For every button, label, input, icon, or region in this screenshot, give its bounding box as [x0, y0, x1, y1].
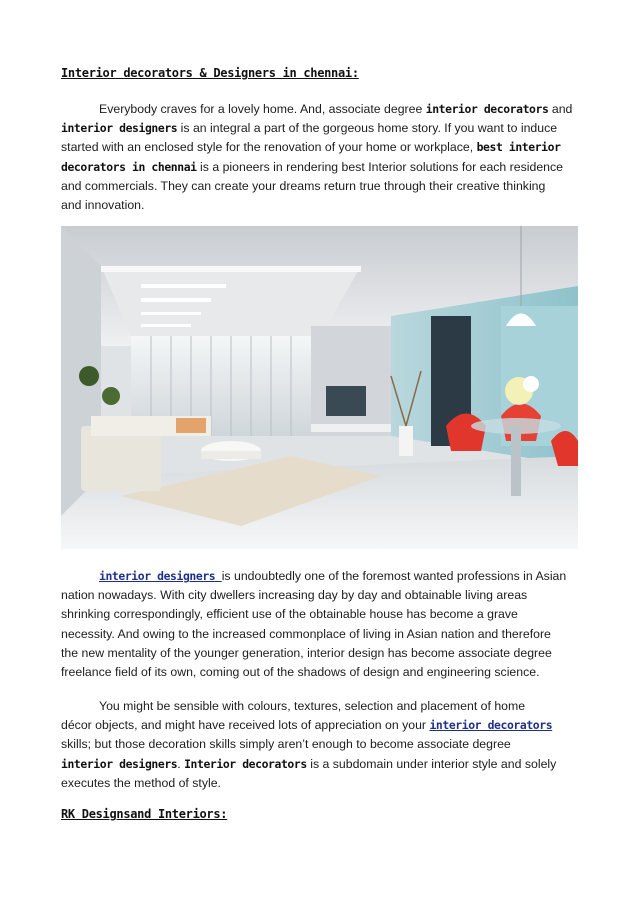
keyword-interior-designers: interior designers — [61, 121, 178, 136]
intro-paragraph: Everybody craves for a lovely home. And, associate degree interior decorators and interior designers is an integral a part of the gorgeous home story. If you want to induce started with an enclosed style for the renovation of your home or workplace, best interior decorators in chennai is a pioneers in rendering best Interior solutions for each residence and commercials. They can create your dreams return true through their creative thinking and innovation. — [61, 102, 573, 213]
keyword-decorators-in-chennai: decorators in chennai — [61, 159, 197, 174]
interior-decorators-link[interactable]: interior decorators — [429, 718, 553, 733]
interior-designers-link[interactable]: interior designers — [99, 569, 222, 583]
keyword-interior-decorators: Interior decorators — [184, 756, 307, 771]
keyword-interior-designers: interior designers — [61, 756, 178, 771]
keyword-best-interior: best interior — [476, 140, 561, 155]
keyword-interior-decorators: interior decorators — [425, 102, 549, 116]
living-room-photo — [61, 226, 578, 549]
interior-designers-paragraph: interior designers is undoubtedly one of the foremost wanted professions in Asian nation nowadays. With city dwellers increasing day by day and obtainable living areas shrinking correspondingly, efficient use of the obtainable house has become a grave necessity. And owing to the increased commonplace of living in Asian nation and therefore the new mentality of the younger generation, interior design has become associate degree freelance field of its own, coming out of the shadows of design and engineering science. — [61, 569, 567, 680]
section-heading-rk-designs: RK Designsand Interiors: — [61, 807, 228, 821]
decoration-skills-paragraph: You might be sensible with colours, textures, selection and placement of home décor objects, and might have received lots of appreciation on your interior decorators skills; but those decoration skills simply aren’t enough to become associate degree interior designers. Interior decorators is a subdomain under interior style and solely executes the method of style. — [61, 699, 557, 790]
section-heading-interior-decorators: Interior decorators & Designers in chennai: — [61, 66, 359, 80]
